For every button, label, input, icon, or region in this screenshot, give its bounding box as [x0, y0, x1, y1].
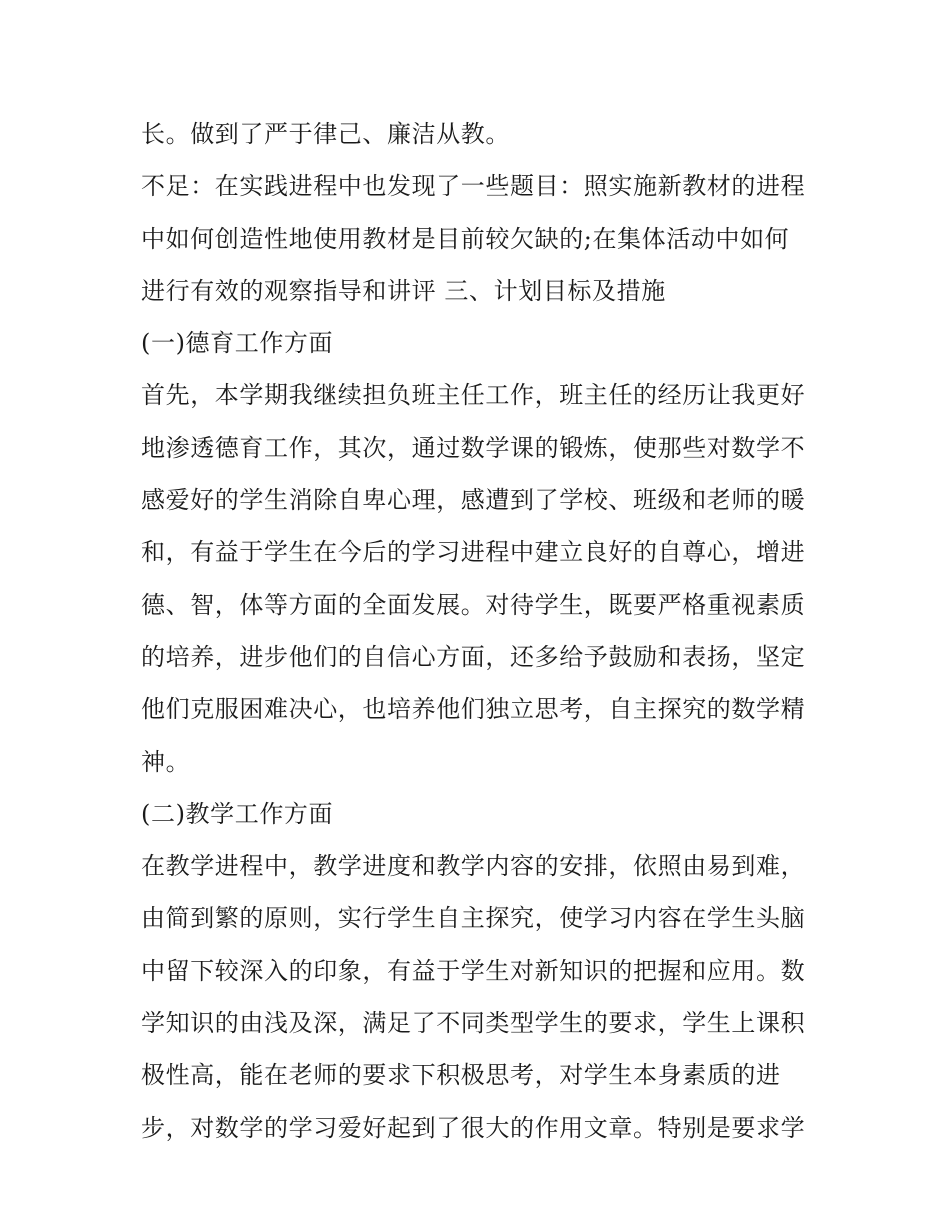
text-line: 学知识的由浅及深，满足了不同类型学生的要求，学生上课积 — [141, 1009, 806, 1038]
document-body — [141, 108, 821, 1154]
text-line: 中如何创造性地使用教材是目前较欠缺的;在集体活动中如何 — [141, 224, 790, 253]
text-line: 由简到繁的原则，实行学生自主探究，使学习内容在学生头脑 — [141, 904, 806, 933]
text-line: 首先，本学期我继续担负班主任工作，班主任的经历让我更好 — [141, 381, 806, 410]
text-line: 感爱好的学生消除自卑心理，感遭到了学校、班级和老师的暖 — [141, 486, 806, 515]
text-line: 他们克服困难决心，也培养他们独立思考，自主探究的数学精 — [141, 695, 806, 724]
text-line: 极性高，能在老师的要求下积极思考，对学生本身素质的进 — [141, 1061, 781, 1090]
text-line: 中留下较深入的印象，有益于学生对新知识的把握和应用。数 — [141, 956, 806, 985]
text-line: 进行有效的观察指导和讲评 三、计划目标及措施 — [141, 276, 666, 305]
text-line: 不足：在实践进程中也发现了一些题目：照实施新教材的进程 — [141, 172, 806, 201]
text-line: 和，有益于学生在今后的学习进程中建立良好的自尊心，增进 — [141, 538, 806, 567]
text-line: 在教学进程中，教学进度和教学内容的安排，依照由易到难， — [141, 852, 806, 881]
text-line: 神。 — [141, 747, 191, 776]
section-heading-teaching-work: (二)教学工作方面 — [141, 799, 334, 828]
text-line: 长。做到了严于律己、廉洁从教。 — [141, 120, 510, 148]
section-heading-moral-education: (一)德育工作方面 — [141, 329, 334, 358]
text-line: 地渗透德育工作，其次，通过数学课的锻炼，使那些对数学不 — [141, 433, 806, 462]
text-line: 德、智，体等方面的全面发展。对待学生，既要严格重视素质 — [141, 590, 806, 619]
text-line: 步，对数学的学习爱好起到了很大的作用文章。特别是要求学 — [141, 1113, 806, 1142]
text-line: 的培养，进步他们的自信心方面，还多给予鼓励和表扬，坚定 — [141, 642, 806, 671]
